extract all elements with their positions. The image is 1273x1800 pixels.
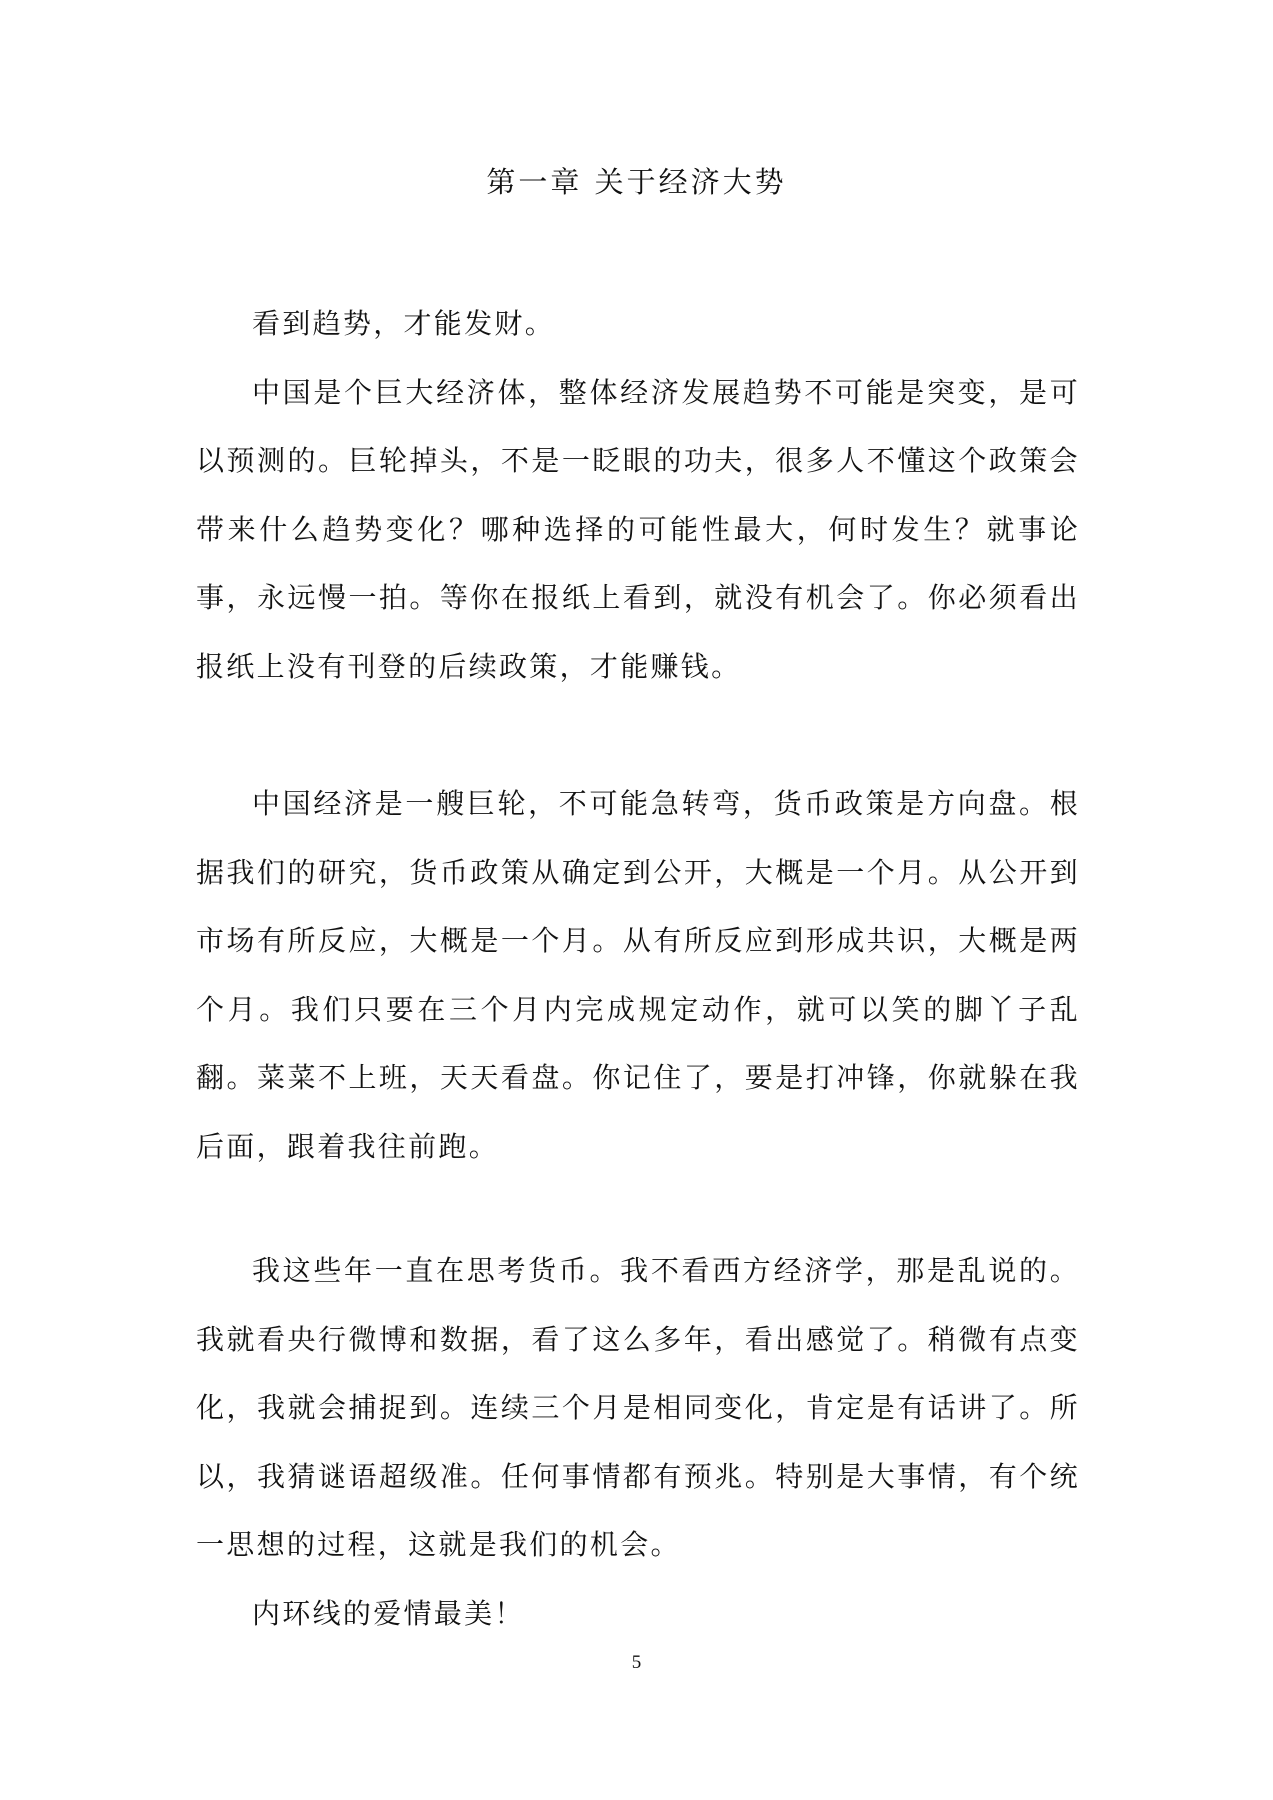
paragraph: 中国是个巨大经济体，整体经济发展趋势不可能是突变，是可以预测的。巨轮掉头，不是一眨眼的功夫，很多人不懂这个政策会带来什么趋势变化？哪种选择的可能性最大，何时发生？就事论事，永远慢一拍。等你在报纸上看到，就没有机会了。你必须看出报纸上没有刊登的后续政策，才能赚钱。 — [196, 375, 1080, 683]
section-3 — [196, 1237, 1080, 1648]
chapter-title: 第一章 关于经济大势 — [486, 165, 787, 199]
paragraph: 我这些年一直在思考货币。我不看西方经济学，那是乱说的。我就看央行微博和数据，看了这么多年，看出感觉了。稍微有点变化，我就会捕捉到。连续三个月是相同变化，肯定是有话讲了。所以，我猜谜语超级准。任何事情都有预兆。特别是大事情，有个统一思想的过程，这就是我们的机会。 — [196, 1254, 1080, 1561]
paragraph: 中国经济是一艘巨轮，不可能急转弯，货币政策是方向盘。根据我们的研究，货币政策从确定到公开，大概是一个月。从公开到市场有所反应，大概是一个月。从有所反应到形成共识，大概是两个月。我们只要在三个月内完成规定动作，就可以笑的脚丫子乱翻。菜菜不上班，天天看盘。你记住了，要是打冲锋，你就躲在我后面，跟着我往前跑。 — [196, 787, 1080, 1163]
paragraph: 内环线的爱情最美！ — [252, 1596, 525, 1630]
paragraph: 看到趋势，才能发财。 — [252, 307, 556, 340]
section-2 — [196, 770, 1080, 1181]
section-1 — [196, 290, 1080, 701]
page-number: 5 — [631, 1652, 642, 1673]
